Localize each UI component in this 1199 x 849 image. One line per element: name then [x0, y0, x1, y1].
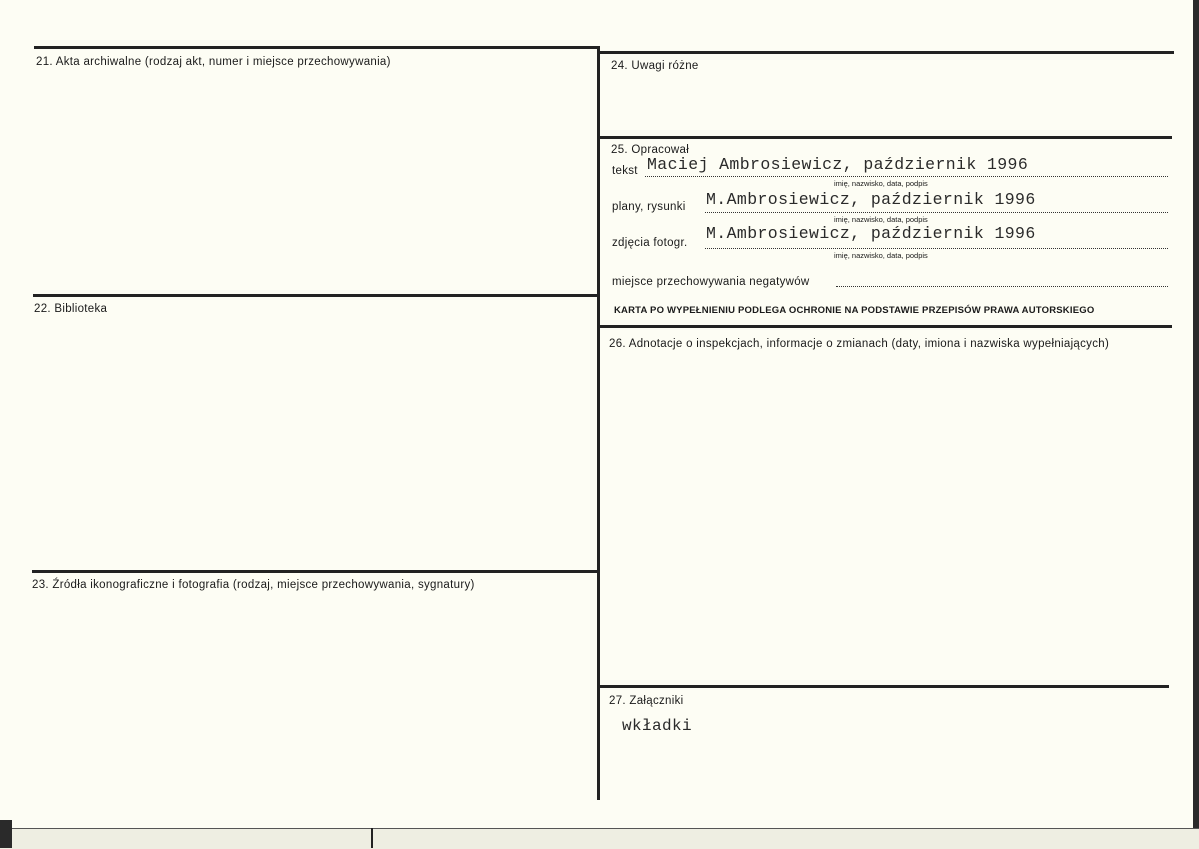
section-27-value: wkładki [622, 717, 693, 735]
scan-edge-bottom [0, 828, 1199, 849]
top-rule-right [600, 51, 1174, 54]
section-21-label: 21. Akta archiwalne (rodzaj akt, numer i miejsce przechowywania) [36, 56, 391, 68]
zdjecia-label: zdjęcia fotogr. [612, 237, 688, 249]
tekst-caption: imię, nazwisko, data, podpis [834, 179, 928, 188]
plany-caption: imię, nazwisko, data, podpis [834, 215, 928, 224]
negatywy-label: miejsce przechowywania negatywów [612, 276, 810, 288]
rule-22-23 [32, 570, 598, 573]
plany-label: plany, rysunki [612, 201, 686, 213]
tekst-dotted-line [645, 176, 1168, 177]
tekst-value: Maciej Ambrosiewicz, październik 1996 [647, 155, 1029, 174]
copyright-notice: KARTA PO WYPEŁNIENIU PODLEGA OCHRONIE NA PODSTAWIE PRZEPISÓW PRAWA AUTORSKIEGO [614, 305, 1095, 316]
zdjecia-dotted-line [705, 248, 1168, 249]
scan-edge-left [0, 820, 12, 848]
rule-25-26 [600, 325, 1172, 328]
zdjecia-caption: imię, nazwisko, data, podpis [834, 251, 928, 260]
rule-26-27 [599, 685, 1169, 688]
plany-value: M.Ambrosiewicz, październik 1996 [706, 190, 1036, 209]
rule-24-25 [600, 136, 1172, 139]
scan-mark [371, 828, 373, 848]
top-rule-left [34, 46, 600, 49]
negatywy-dotted-line [836, 286, 1168, 287]
zdjecia-value: M.Ambrosiewicz, październik 1996 [706, 224, 1036, 243]
section-25-label: 25. Opracował [611, 144, 690, 156]
tekst-label: tekst [612, 165, 638, 177]
section-26-label: 26. Adnotacje o inspekcjach, informacje o zmianach (daty, imiona i nazwiska wypełniających) [609, 338, 1110, 350]
section-24-label: 24. Uwagi różne [611, 60, 699, 72]
section-22-label: 22. Biblioteka [34, 303, 108, 315]
scan-edge-right [1193, 0, 1199, 848]
section-27-label: 27. Załączniki [609, 695, 684, 707]
plany-dotted-line [705, 212, 1168, 213]
section-23-label: 23. Źródła ikonograficzne i fotografia (rodzaj, miejsce przechowywania, sygnatury) [32, 579, 475, 591]
rule-21-22 [33, 294, 599, 297]
